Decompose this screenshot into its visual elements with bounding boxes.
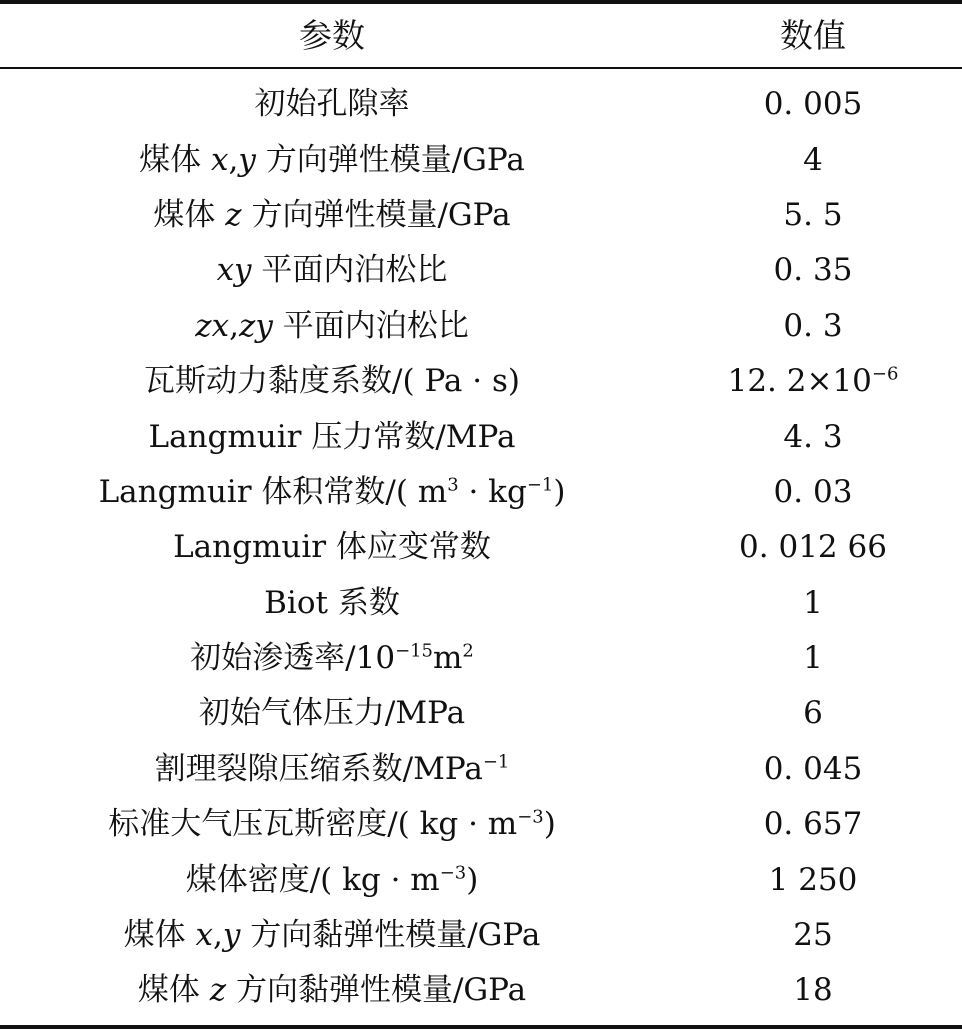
text-segment: 煤体 xyxy=(123,917,196,954)
param-text xyxy=(264,584,400,621)
variable-symbol: x xyxy=(210,141,229,178)
value-cell xyxy=(664,806,962,843)
param-text xyxy=(154,750,510,787)
header-param: 参数 xyxy=(299,16,365,55)
superscript: −6 xyxy=(871,363,899,385)
variable-symbol: zx xyxy=(195,307,230,344)
header-value: 数值 xyxy=(780,16,846,55)
param-cell xyxy=(0,861,664,898)
value-cell xyxy=(664,418,962,455)
value-cell xyxy=(664,363,962,400)
text-segment: 4. 3 xyxy=(783,418,843,455)
text-segment: 1 xyxy=(803,584,823,621)
text-segment: 煤体密度/( kg · m xyxy=(185,861,440,898)
text-segment: 煤体 xyxy=(137,972,210,1009)
text-segment: 12. 2×10 xyxy=(727,363,872,400)
param-cell xyxy=(0,806,664,843)
text-segment: 平面内泊松比 xyxy=(272,307,469,344)
text-segment: ) xyxy=(466,861,479,898)
value-cell xyxy=(664,529,962,566)
value-text xyxy=(793,972,833,1009)
value-cell xyxy=(664,196,962,233)
param-text xyxy=(195,307,469,344)
text-segment: 0. 03 xyxy=(773,473,853,510)
text-segment: , xyxy=(229,307,239,344)
superscript: −3 xyxy=(517,806,544,828)
param-text xyxy=(153,196,511,233)
param-cell xyxy=(0,473,664,510)
param-cell xyxy=(0,529,664,566)
table-row xyxy=(0,576,962,631)
table-row xyxy=(0,520,962,575)
table-row xyxy=(0,908,962,963)
param-cell xyxy=(0,972,664,1009)
superscript: 3 xyxy=(447,474,459,496)
text-segment: 方向黏弹性模量/GPa xyxy=(240,917,541,954)
text-segment: 平面内泊松比 xyxy=(251,252,448,289)
text-segment: 割理裂隙压缩系数/MPa xyxy=(154,750,483,787)
param-text xyxy=(190,640,474,677)
text-segment: 1 xyxy=(803,640,823,677)
value-cell xyxy=(664,141,962,178)
value-text xyxy=(773,252,853,289)
table-row xyxy=(0,963,962,1018)
text-segment: 方向黏弹性模量/GPa xyxy=(226,972,527,1009)
value-cell xyxy=(664,307,962,344)
param-cell xyxy=(0,640,664,677)
param-cell xyxy=(0,750,664,787)
param-cell xyxy=(0,252,664,289)
table-row xyxy=(0,852,962,907)
table-row xyxy=(0,132,962,187)
table-body xyxy=(0,77,962,1019)
superscript: −1 xyxy=(482,751,510,773)
param-text xyxy=(98,473,566,510)
table-bottom-rule xyxy=(0,1025,962,1029)
value-text xyxy=(803,640,823,677)
text-segment: 6 xyxy=(803,695,823,732)
text-segment: 0. 012 66 xyxy=(739,529,887,566)
table-header-rule xyxy=(0,67,962,69)
param-text xyxy=(185,861,479,898)
text-segment: 初始气体压力/MPa xyxy=(198,695,466,732)
param-text xyxy=(108,806,556,843)
param-text xyxy=(123,917,541,954)
param-text xyxy=(254,86,410,123)
param-cell xyxy=(0,307,664,344)
text-segment: 0. 657 xyxy=(763,806,863,843)
superscript: 2 xyxy=(462,640,474,662)
text-segment: 0. 35 xyxy=(773,252,853,289)
text-segment: 标准大气压瓦斯密度/( kg · m xyxy=(108,806,518,843)
text-segment: Biot 系数 xyxy=(264,584,400,621)
param-text xyxy=(216,252,448,289)
text-segment: 初始渗透率/10 xyxy=(190,640,396,677)
text-segment: 25 xyxy=(793,917,833,954)
param-cell xyxy=(0,86,664,123)
param-text xyxy=(137,972,527,1009)
text-segment: , xyxy=(228,141,239,178)
superscript: −1 xyxy=(526,474,554,496)
param-text xyxy=(173,529,491,566)
value-cell xyxy=(664,86,962,123)
text-segment: 瓦斯动力黏度系数/( Pa · s) xyxy=(144,363,520,400)
text-segment: 4 xyxy=(803,141,823,178)
value-text xyxy=(773,473,853,510)
value-cell xyxy=(664,252,962,289)
param-cell xyxy=(0,196,664,233)
text-segment: 0. 005 xyxy=(763,86,863,123)
variable-symbol: zy xyxy=(238,307,273,344)
value-text xyxy=(768,861,858,898)
value-text xyxy=(783,196,843,233)
table-row xyxy=(0,742,962,797)
value-text xyxy=(783,307,843,344)
table-row xyxy=(0,631,962,686)
text-segment: ) xyxy=(543,806,556,843)
text-segment: m xyxy=(432,640,463,677)
text-segment: Langmuir 压力常数/MPa xyxy=(148,418,516,455)
text-segment: 初始孔隙率 xyxy=(254,86,410,123)
value-cell xyxy=(664,695,962,732)
value-text xyxy=(763,806,863,843)
value-cell xyxy=(664,861,962,898)
table-header-row xyxy=(0,4,962,67)
param-cell xyxy=(0,141,664,178)
text-segment: 煤体 xyxy=(139,141,211,178)
superscript: −3 xyxy=(439,862,467,884)
table-row xyxy=(0,797,962,852)
value-cell xyxy=(664,750,962,787)
value-text xyxy=(739,529,887,566)
superscript: −15 xyxy=(395,640,433,662)
value-text xyxy=(803,695,823,732)
value-cell xyxy=(664,917,962,954)
text-segment: Langmuir 体应变常数 xyxy=(173,529,491,566)
value-text xyxy=(763,86,863,123)
value-cell xyxy=(664,640,962,677)
value-text xyxy=(803,584,823,621)
text-segment: 18 xyxy=(793,972,833,1009)
value-text xyxy=(727,363,899,400)
param-text xyxy=(198,695,466,732)
text-segment: 0. 045 xyxy=(763,750,863,787)
text-segment: 1 250 xyxy=(768,861,858,898)
value-cell xyxy=(664,584,962,621)
value-text xyxy=(793,917,833,954)
text-segment: 煤体 xyxy=(153,196,226,233)
param-text xyxy=(148,418,516,455)
table-row xyxy=(0,354,962,409)
value-cell xyxy=(664,473,962,510)
param-cell xyxy=(0,695,664,732)
text-segment: ) xyxy=(553,473,566,510)
param-text xyxy=(144,363,520,400)
text-segment: 方向弹性模量/GPa xyxy=(241,196,511,233)
param-cell xyxy=(0,584,664,621)
value-text xyxy=(783,418,843,455)
table-row xyxy=(0,465,962,520)
param-cell xyxy=(0,917,664,954)
param-cell xyxy=(0,363,664,400)
value-text xyxy=(763,750,863,787)
table-row xyxy=(0,77,962,132)
value-text xyxy=(803,141,823,178)
param-text xyxy=(139,141,525,178)
variable-symbol: y xyxy=(238,141,256,178)
text-segment: , xyxy=(212,917,223,954)
param-cell xyxy=(0,418,664,455)
variable-symbol: z xyxy=(225,196,242,233)
variable-symbol: x xyxy=(195,917,213,954)
table-row xyxy=(0,299,962,354)
text-segment: Langmuir 体积常数/( m xyxy=(98,473,448,510)
variable-symbol: z xyxy=(209,972,227,1009)
text-segment: · kg xyxy=(458,473,527,510)
value-cell xyxy=(664,972,962,1009)
table-row xyxy=(0,409,962,464)
text-segment: 0. 3 xyxy=(783,307,843,344)
text-segment: 方向弹性模量/GPa xyxy=(255,141,525,178)
table-row xyxy=(0,686,962,741)
variable-symbol: y xyxy=(222,917,241,954)
table-row xyxy=(0,243,962,298)
variable-symbol: xy xyxy=(216,252,252,289)
table-row xyxy=(0,188,962,243)
text-segment: 5. 5 xyxy=(783,196,843,233)
